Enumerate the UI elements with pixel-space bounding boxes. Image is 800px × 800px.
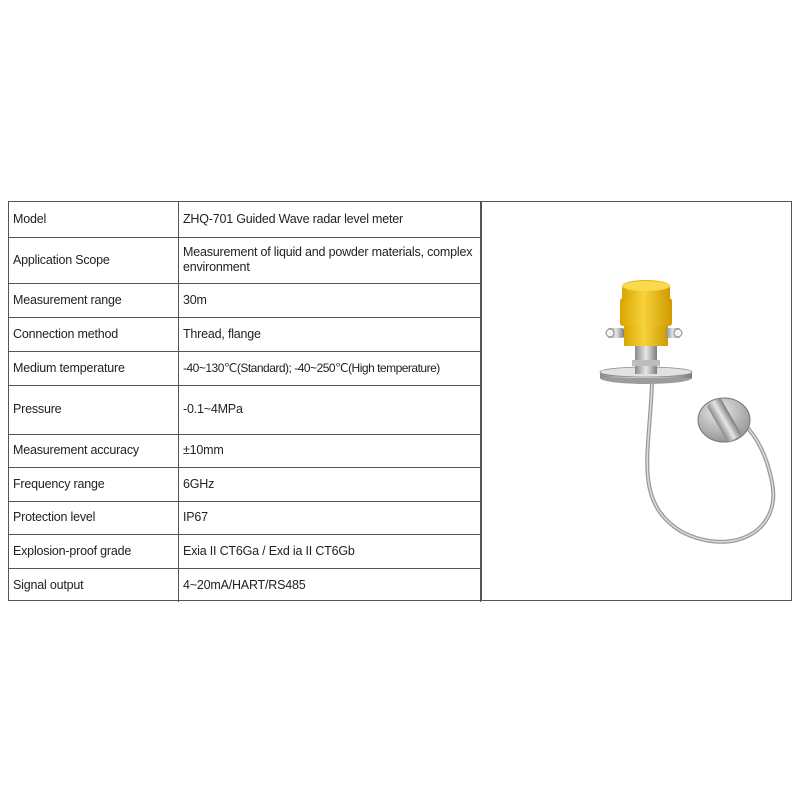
table-row [9, 317, 481, 351]
spec-label: Model [9, 202, 179, 237]
table-row [9, 351, 481, 385]
spec-label: Connection method [9, 317, 179, 351]
table-row [9, 501, 481, 534]
spec-value: ZHQ-701 Guided Wave radar level meter [179, 202, 481, 237]
table-row [9, 283, 481, 317]
table-row [9, 534, 481, 568]
spec-value: 6GHz [179, 467, 481, 501]
spec-value: -40~130℃(Standard); -40~250℃(High temperature) [179, 351, 481, 385]
spec-label: Protection level [9, 501, 179, 534]
spec-label: Signal output [9, 568, 179, 602]
spec-table [9, 202, 481, 602]
spec-value: Thread, flange [179, 317, 481, 351]
spec-label: Explosion-proof grade [9, 534, 179, 568]
table-row [9, 467, 481, 501]
spec-label: Frequency range [9, 467, 179, 501]
table-row [9, 568, 481, 602]
table-row [9, 237, 481, 283]
spec-label: Measurement accuracy [9, 434, 179, 467]
table-row [9, 202, 481, 237]
table-row [9, 385, 481, 434]
spec-value: IP67 [179, 501, 481, 534]
spec-value: Exia II CT6Ga / Exd ia II CT6Gb [179, 534, 481, 568]
spec-label: Application Scope [9, 237, 179, 283]
spec-value: -0.1~4MPa [179, 385, 481, 434]
spec-label: Measurement range [9, 283, 179, 317]
spec-value: Measurement of liquid and powder materials, complex environment [179, 237, 481, 283]
product-image-cell [481, 202, 791, 600]
spec-value: 30m [179, 283, 481, 317]
table-row [9, 434, 481, 467]
spec-label: Medium temperature [9, 351, 179, 385]
spec-value: ±10mm [179, 434, 481, 467]
spec-sheet [8, 201, 792, 601]
spec-label: Pressure [9, 385, 179, 434]
guided-wave-radar-level-meter-icon [482, 202, 792, 600]
spec-value: 4~20mA/HART/RS485 [179, 568, 481, 602]
